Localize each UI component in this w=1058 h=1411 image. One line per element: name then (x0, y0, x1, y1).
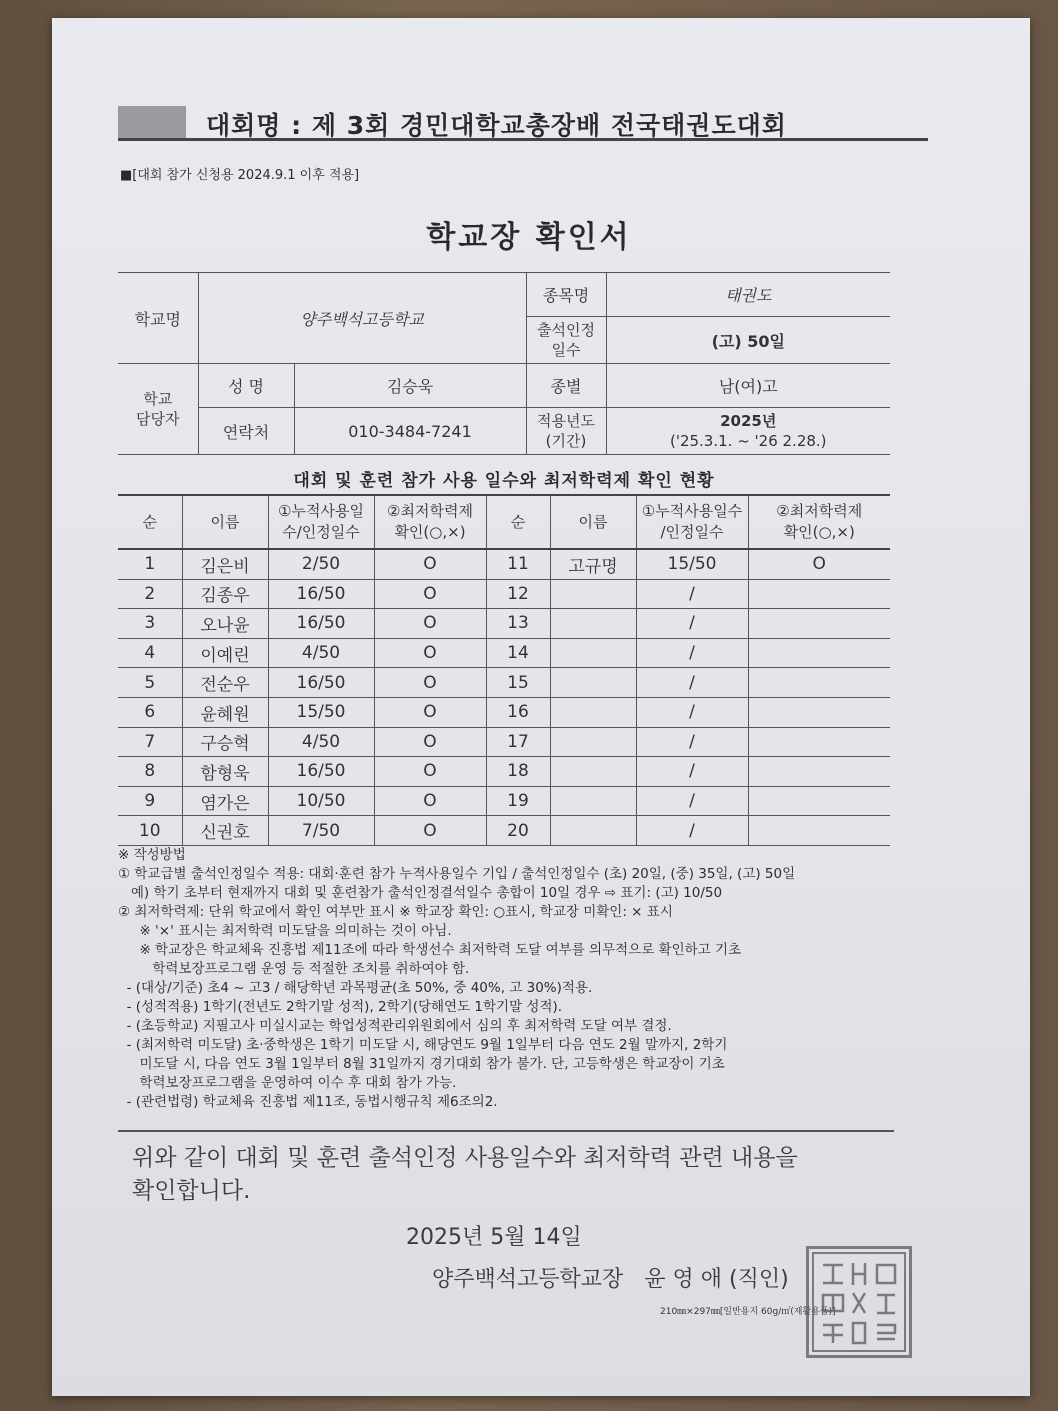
manager-label: 학교 담당자 (118, 364, 198, 455)
official-seal-icon (806, 1246, 912, 1358)
row-check-2 (748, 727, 890, 757)
row-no-2: 11 (486, 549, 550, 579)
row-days: 2/50 (268, 549, 374, 579)
instructions (118, 846, 898, 1112)
note-line: ① 학교급별 출석인정일수 적용: 대회·훈련 참가 누적사용일수 기입 / 출석인정일수 (초) 20일, (중) 35일, (고) 50일 (118, 866, 796, 882)
row-name-2 (550, 609, 636, 639)
confirmation-line-1: 위와 같이 대회 및 훈련 출석인정 사용일수와 최저학력 관련 내용을 (132, 1145, 798, 1171)
table-row (118, 609, 890, 639)
note-line: - (성적적용) 1학기(전년도 2학기말 성적), 2학기(당해연도 1학기말 성적). (118, 999, 563, 1015)
row-no-2: 14 (486, 638, 550, 668)
row-check: O (374, 549, 486, 579)
row-days: 4/50 (268, 638, 374, 668)
confirmation-text (132, 1142, 798, 1208)
row-check: O (374, 727, 486, 757)
row-no-2: 13 (486, 609, 550, 639)
row-days: 10/50 (268, 786, 374, 816)
school-name: 양주백석고등학교 (198, 273, 526, 364)
form-note: ■[대회 참가 신청용 2024.9.1 이후 적용] (120, 168, 360, 183)
row-name-2 (550, 757, 636, 787)
row-name-2 (550, 816, 636, 846)
school-label: 학교명 (118, 273, 198, 364)
header-name: 이름 (182, 495, 268, 549)
row-days: 16/50 (268, 757, 374, 787)
row-no: 7 (118, 727, 182, 757)
row-days-2: / (636, 727, 748, 757)
year-label: 적용년도 (기간) (526, 408, 606, 455)
row-name: 김은비 (182, 549, 268, 579)
header-name-2: 이름 (550, 495, 636, 549)
name-value: 김승욱 (294, 364, 526, 408)
note-line: 미도달 시, 다음 연도 3월 1일부터 8월 31일까지 경기대회 참가 불가. 단, 고등학생은 학교장이 기초 (118, 1056, 725, 1072)
row-no: 9 (118, 786, 182, 816)
row-name: 함형욱 (182, 757, 268, 787)
row-check-2 (748, 638, 890, 668)
days-label: 출석인정 일수 (526, 317, 606, 364)
row-name: 구승혁 (182, 727, 268, 757)
participants-table (118, 494, 890, 846)
gender-value: 남(여)고 (606, 364, 890, 408)
document-title: 학교장 확인서 (426, 220, 632, 255)
row-name-2 (550, 786, 636, 816)
row-no: 4 (118, 638, 182, 668)
table-row (118, 816, 890, 846)
row-name: 윤혜원 (182, 697, 268, 727)
row-name-2: 고규명 (550, 549, 636, 579)
note-line: ※ '×' 표시는 최저학력 미도달을 의미하는 것이 아님. (118, 923, 452, 939)
row-no: 10 (118, 816, 182, 846)
note-line: - (초등학교) 지필고사 미실시교는 학업성적관리위원회에서 심의 후 최저학력 도달 여부 결정. (118, 1018, 672, 1034)
row-check: O (374, 609, 486, 639)
row-name: 김종우 (182, 579, 268, 609)
row-no: 2 (118, 579, 182, 609)
row-check-2 (748, 697, 890, 727)
header-used-days-2: ①누적사용일수 /인정일수 (636, 495, 748, 549)
row-no: 6 (118, 697, 182, 727)
row-no-2: 20 (486, 816, 550, 846)
row-check: O (374, 638, 486, 668)
footer-note: 210㎜×297㎜[일반용지 60g/㎡(재활용품)] (660, 1307, 836, 1317)
title-grey-block (118, 106, 186, 138)
row-name-2 (550, 697, 636, 727)
table-row (118, 786, 890, 816)
divider (118, 1130, 894, 1132)
header-used-days: ①누적사용일 수/인정일수 (268, 495, 374, 549)
competition-title-bar (118, 104, 928, 141)
row-check: O (374, 757, 486, 787)
row-days-2: / (636, 668, 748, 698)
row-check-2 (748, 579, 890, 609)
row-no-2: 17 (486, 727, 550, 757)
row-check-2 (748, 816, 890, 846)
row-check: O (374, 816, 486, 846)
note-line: 학력보장프로그램을 운영하여 이수 후 대회 참가 가능. (118, 1075, 457, 1091)
contact-value: 010-3484-7241 (294, 408, 526, 455)
table-row (118, 668, 890, 698)
table-row (118, 579, 890, 609)
row-check-2 (748, 668, 890, 698)
table-row (118, 638, 890, 668)
row-check-2: O (748, 549, 890, 579)
header-no-2: 순 (486, 495, 550, 549)
row-days-2: / (636, 609, 748, 639)
row-name: 오나윤 (182, 609, 268, 639)
row-name: 전순우 (182, 668, 268, 698)
row-name-2 (550, 579, 636, 609)
note-line: - (대상/기준) 초4 ~ 고3 / 해당학년 과목평균(초 50%, 중 40%, 고 30%)적용. (118, 980, 593, 996)
competition-title: 대회명 : 제 3회 경민대학교총장배 전국태권도대회 (206, 111, 787, 140)
school-info-table (118, 272, 890, 455)
row-check-2 (748, 609, 890, 639)
row-name-2 (550, 668, 636, 698)
year-cell (606, 408, 890, 455)
table-row (118, 549, 890, 579)
row-days-2: 15/50 (636, 549, 748, 579)
row-days: 7/50 (268, 816, 374, 846)
header-check-2: ②최저학력제 확인(○,×) (748, 495, 890, 549)
confirmation-line-2: 확인합니다. (132, 1178, 251, 1204)
row-no: 1 (118, 549, 182, 579)
row-check: O (374, 786, 486, 816)
row-no: 3 (118, 609, 182, 639)
row-check-2 (748, 786, 890, 816)
row-no-2: 15 (486, 668, 550, 698)
note-line: - (관련법령) 학교체육 진흥법 제11조, 동법시행규칙 제6조의2. (118, 1094, 498, 1110)
header-no: 순 (118, 495, 182, 549)
participants-header-row (118, 495, 890, 549)
row-check: O (374, 579, 486, 609)
row-days: 16/50 (268, 609, 374, 639)
row-no-2: 19 (486, 786, 550, 816)
name-label: 성 명 (198, 364, 294, 408)
note-line: 학력보장프로그램 운영 등 적절한 조치를 취하여야 함. (118, 961, 470, 977)
table-row (118, 727, 890, 757)
row-no-2: 12 (486, 579, 550, 609)
row-days-2: / (636, 757, 748, 787)
table-row (118, 757, 890, 787)
row-name: 이예린 (182, 638, 268, 668)
event-label: 종목명 (526, 273, 606, 317)
note-line: ※ 작성방법 (118, 847, 186, 863)
row-name-2 (550, 727, 636, 757)
row-name: 신권호 (182, 816, 268, 846)
row-days: 15/50 (268, 697, 374, 727)
issue-date: 2025년 5월 14일 (406, 1225, 582, 1250)
note-line: ※ 학교장은 학교체육 진흥법 제11조에 따라 학생선수 최저학력 도달 여부를 의무적으로 확인하고 기초 (118, 942, 742, 958)
header-check: ②최저학력제 확인(○,×) (374, 495, 486, 549)
row-check: O (374, 697, 486, 727)
seal-graphic (809, 1249, 909, 1355)
note-line: - (최저학력 미도달) 초·중학생은 1학기 미도달 시, 해당연도 9월 1일부터 다음 연도 2월 말까지, 2학기 (118, 1037, 728, 1053)
note-line: ② 최저학력제: 단위 학교에서 확인 여부만 표시 ※ 학교장 확인: ○표시, 학교장 미확인: × 표시 (118, 904, 673, 920)
row-days: 16/50 (268, 668, 374, 698)
table-row (118, 697, 890, 727)
row-days-2: / (636, 638, 748, 668)
period-value: ('25.3.1. ~ '26 2.28.) (669, 432, 827, 450)
row-no-2: 18 (486, 757, 550, 787)
row-days: 16/50 (268, 579, 374, 609)
note-line: 예) 학기 초부터 현재까지 대회 및 훈련참가 출석인정결석일수 총합이 10일 경우 ⇨ 표기: (고) 10/50 (118, 885, 723, 901)
row-days-2: / (636, 786, 748, 816)
section-title: 대회 및 훈련 참가 사용 일수와 최저학력제 확인 현황 (293, 471, 715, 491)
row-check-2 (748, 757, 890, 787)
row-days-2: / (636, 697, 748, 727)
event-value: 태권도 (606, 273, 890, 317)
row-days-2: / (636, 816, 748, 846)
contact-label: 연락처 (198, 408, 294, 455)
row-days: 4/50 (268, 727, 374, 757)
row-name: 염가은 (182, 786, 268, 816)
year-value: 2025년 (720, 412, 777, 430)
row-check: O (374, 668, 486, 698)
row-no: 5 (118, 668, 182, 698)
row-name-2 (550, 638, 636, 668)
days-value: (고) 50일 (606, 317, 890, 364)
signer: 양주백석고등학교장 윤 영 애 (직인) (432, 1267, 789, 1292)
row-days-2: / (636, 579, 748, 609)
row-no-2: 16 (486, 697, 550, 727)
gender-label: 종별 (526, 364, 606, 408)
row-no: 8 (118, 757, 182, 787)
